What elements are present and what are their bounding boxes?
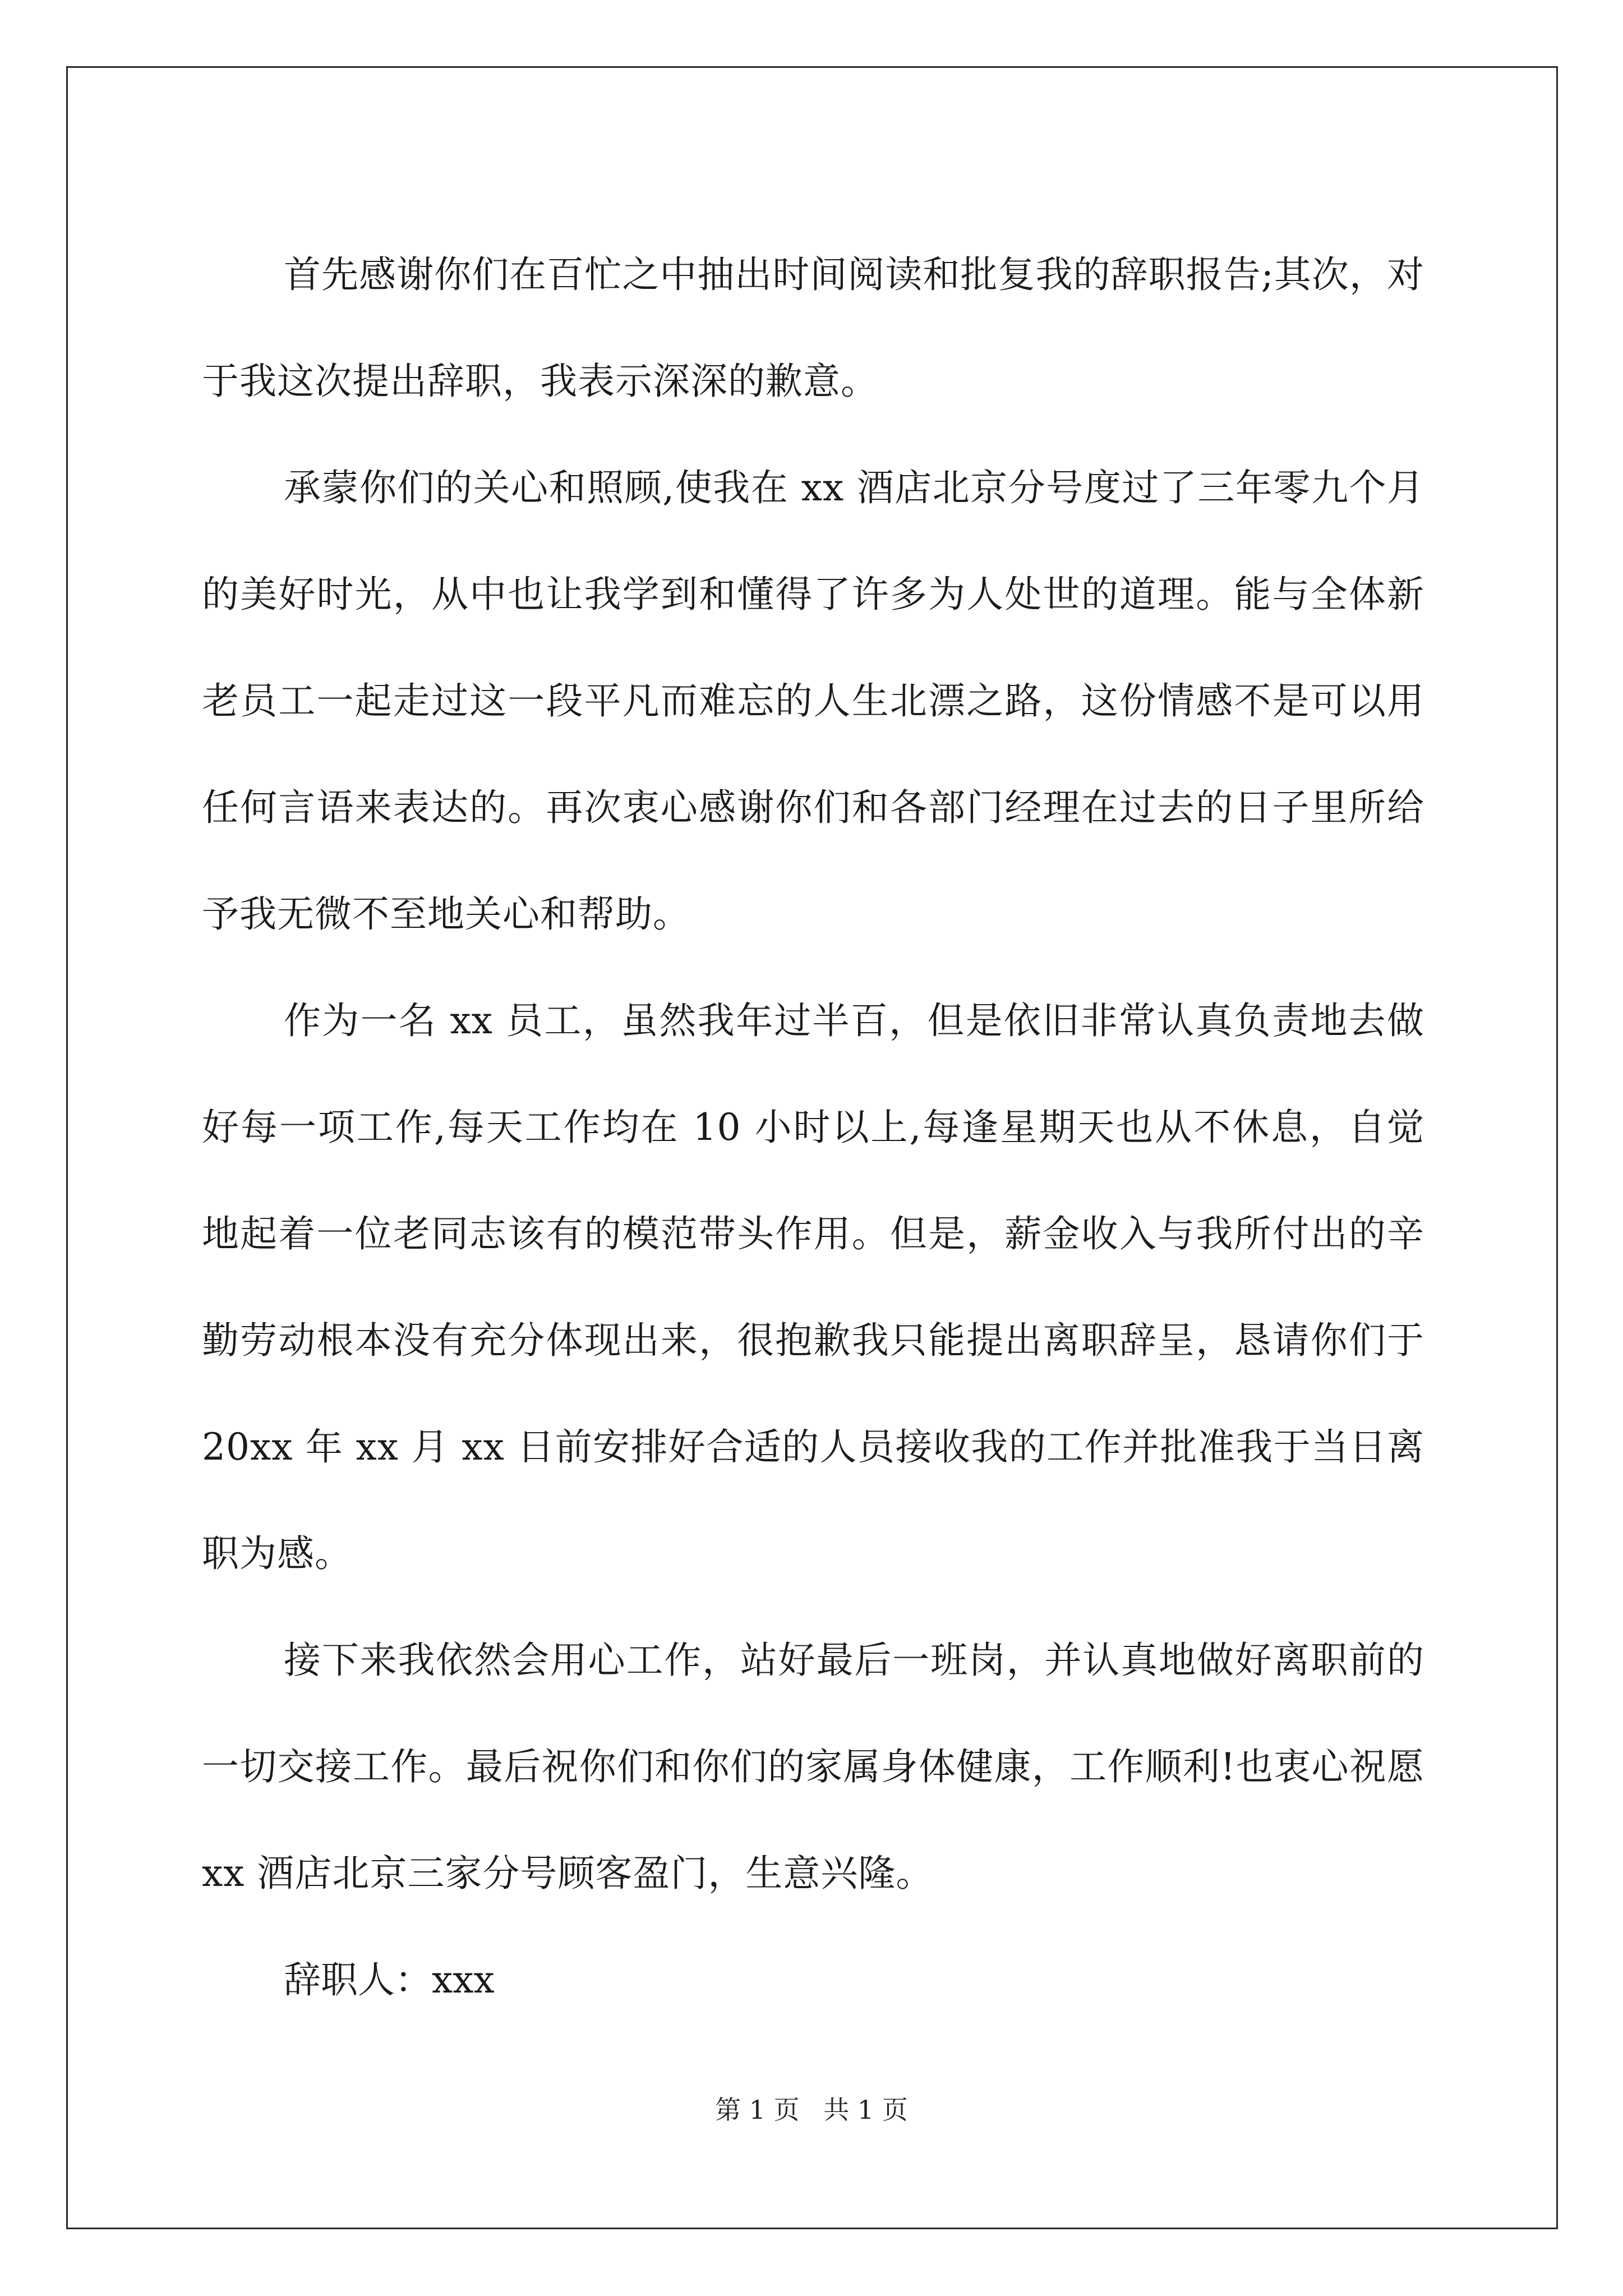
paragraph-3: 作为一名 xx 员工，虽然我年过半百，但是依旧非常认真负责地去做好每一项工作,每天工作均在 10 小时以上,每逢星期天也从不休息，自觉地起着一位老同志该有的模范带头作用。但是，薪金收入与我所付出的辛勤劳动根本没有充分体现出来，很抱歉我只能提出离职辞呈，恳请你们于 20xx 年 xx 月 xx 日前安排好合适的人员接收我的工作并批准我于当日离职为感。	[202, 999, 1424, 1575]
paragraph-1: 首先感谢你们在百忙之中抽出时间阅读和批复我的辞职报告;其次，对于我这次提出辞职，我表示深深的歉意。	[202, 253, 1424, 403]
page-number: 第 1 页	[715, 2095, 800, 2125]
signature-line: 辞职人：xxx	[284, 1958, 495, 2001]
document-body	[202, 222, 1424, 2033]
paragraph-2: 承蒙你们的关心和照顾,使我在 xx 酒店北京分号度过了三年零九个月的美好时光，从中也让我学到和懂得了许多为人处世的道理。能与全体新老员工一起走过这一段平凡而难忘的人生北漂之路，这份情感不是可以用任何言语来表达的。再次衷心感谢你们和各部门经理在过去的日子里所给予我无微不至地关心和帮助。	[202, 466, 1424, 936]
paragraph-4: 接下来我依然会用心工作，站好最后一班岗，并认真地做好离职前的一切交接工作。最后祝你们和你们的家属身体健康，工作顺利!也衷心祝愿 xx 酒店北京三家分号顾客盈门，生意兴隆。	[202, 1639, 1424, 1895]
page-total: 共 1 页	[823, 2095, 908, 2125]
page-footer	[0, 2090, 1623, 2127]
